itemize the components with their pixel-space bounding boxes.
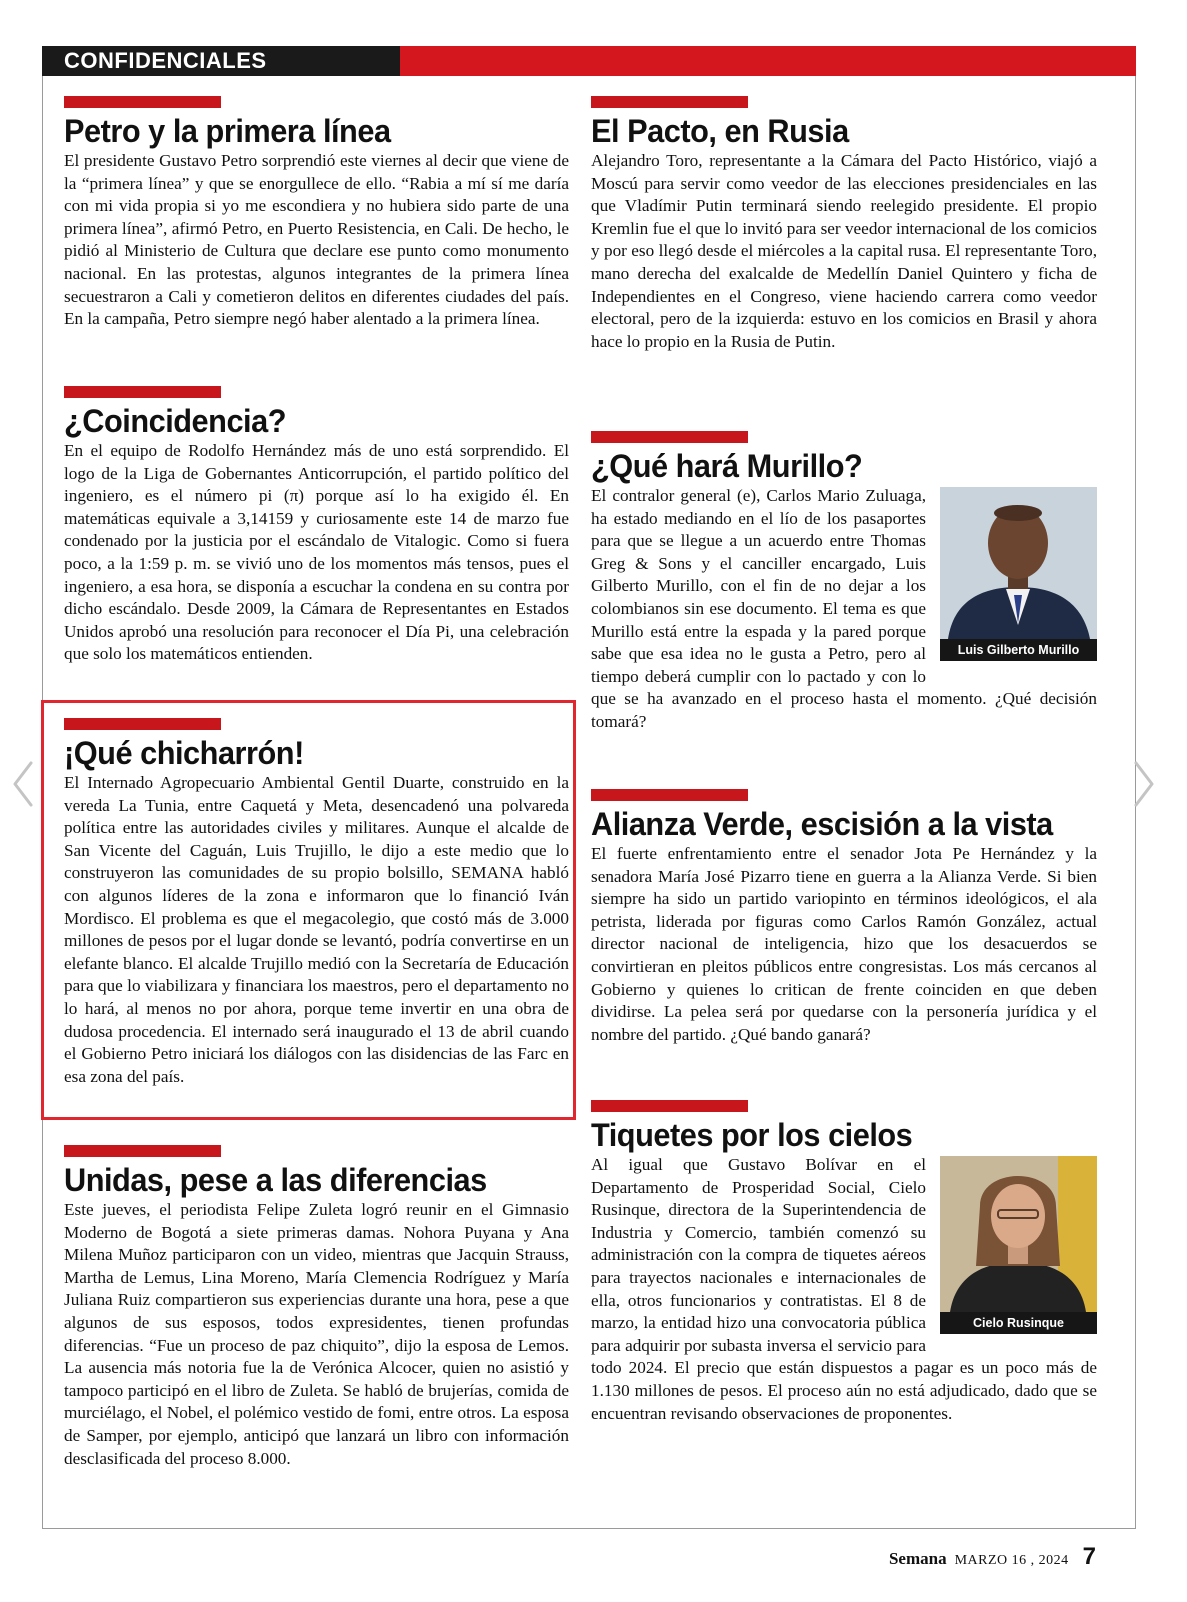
article-body-wrap bbox=[591, 485, 1097, 734]
article-unidas bbox=[64, 1145, 569, 1470]
section-header-black bbox=[42, 46, 400, 76]
next-page-arrow-icon[interactable] bbox=[1133, 760, 1155, 808]
article-body: El presidente Gustavo Petro sorprendió este viernes al decir que viene de la “primera línea” y que se enorgullece de ello. “Rabia a mí sí me daría con mi vida propia si yo me escondiera y no hubiera sido parte de una primera línea”, afirmó Petro, en Puerto Resistencia, en Cali. De hecho, le pidió al Ministerio de Cultura que declare ese punto como monumento nacional. En las protestas, algunos integrantes de la primera línea secuestraron a Cali y cometieron delitos en diferentes ciudades del país. En la campaña, Petro siempre negó haber alentado a la primera línea. bbox=[64, 151, 569, 329]
article-title: ¡Qué chicharrón! bbox=[64, 735, 304, 771]
article-title: El Pacto, en Rusia bbox=[591, 113, 849, 149]
article-rule bbox=[591, 96, 748, 108]
article-body: Al igual que Gustavo Bolívar en el Departamento de Prosperidad Social, Cielo Rusinque, directora de la Superintendencia de Industria y Comercio, también comenzó su administración con la compra de tiquetes aéreos para trayectos nacionales e internacionales de ella, otros funcionarios y contratistas. El 8 de marzo, la entidad hizo una convocatoria pública para adquirir por subasta inversa el servicio para todo 2024. El precio que están dispuestos a pagar es un poco más de 1.130 millones de pesos. El proceso aún no está adjudicado, dado que se encuentran revisando observaciones de proponentes. bbox=[591, 1155, 1097, 1423]
article-rule bbox=[591, 431, 748, 443]
article-body: El contralor general (e), Carlos Mario Zuluaga, ha estado mediando en el lío de los pasaportes para que se llegue a un acuerdo entre Thomas Greg & Sons y el canciller encargado, Luis Gilberto Murillo, con el fin de no dejar a los colombianos sin ese documento. El tema es que Murillo está entre la espada y la pared porque sabe que esa idea no le gusta a Petro, pero al tiempo deberá cumplir con lo pactado y con lo que se ha avanzado en el proceso hasta el momento. ¿Qué decisión tomará? bbox=[591, 486, 1097, 731]
article-rule bbox=[64, 1145, 221, 1157]
article-coincidencia bbox=[64, 386, 569, 666]
article-title: ¿Qué hará Murillo? bbox=[591, 448, 863, 484]
article-tiquetes bbox=[591, 1100, 1097, 1425]
article-title: Petro y la primera línea bbox=[64, 113, 391, 149]
page-number: 7 bbox=[1082, 1543, 1096, 1570]
page-footer bbox=[889, 1543, 1096, 1571]
section-label: CONFIDENCIALES bbox=[64, 48, 267, 73]
article-que-chicharron bbox=[64, 718, 569, 1088]
article-title: ¿Coincidencia? bbox=[64, 403, 286, 439]
article-body: Alejandro Toro, representante a la Cámara del Pacto Histórico, viajó a Moscú para servir como veedor de las elecciones presidenciales en las que Vladímir Putin terminará siendo reelegido presidente. El propio Kremlin fue el que lo invitó para ser veedor internacional de los comicios y por eso llegó desde el miércoles a la capital rusa. El representante Toro, mano derecha del exalcalde de Medellín Daniel Quintero y ficha de Independientes en el Congreso, viene haciendo carrera como veedor electoral, pero de la izquierda: estuvo en los comicios en Brasil y ahora hace lo propio en la Rusia de Putin. bbox=[591, 151, 1097, 351]
rusinque-photo bbox=[940, 1156, 1097, 1334]
article-rule bbox=[591, 789, 748, 801]
article-petro-primera-linea bbox=[64, 96, 569, 331]
article-body: Este jueves, el periodista Felipe Zuleta logró reunir en el Gimnasio Moderno de Bogotá a siete primeras damas. Nohora Puyana y Ana Milena Muñoz participaron con un video, mientras que Jacquin Strauss, Martha de Lemus, Lina Moreno, María Clemencia Rodríguez y María Juliana Ruiz compartieron sus experiencias durante una hora, pese a que algunos de sus esposos, todos expresidentes, tienen profundas diferencias. “Fue un proceso de paz chiquito”, dijo la esposa de Lemos. La ausencia más notoria fue la de Verónica Alcocer, quien no asistió y tampoco participó en el libro de Zuleta. Se habló de brujerías, comida de murciélago, el Nobel, el polémico vestido de fomi, entre otros. La esposa de Samper, por ejemplo, anticipó que lanzará un libro con información desclasificada del proceso 8.000. bbox=[64, 1200, 569, 1468]
article-alianza-verde bbox=[591, 789, 1097, 1046]
section-header-red bbox=[400, 46, 1136, 76]
article-rule bbox=[64, 386, 221, 398]
footer-brand: Semana bbox=[888, 1549, 947, 1568]
article-que-hara-murillo bbox=[591, 431, 1097, 734]
article-body: El fuerte enfrentamiento entre el senador Jota Pe Hernández y la senadora María José Pizarro tiene en guerra a la Alianza Verde. Si bien siempre ha sido un partido variopinto en términos ideológicos, el ala petrista, liderada por figuras como Carlos Ramón González, actual director nacional de inteligencia, hizo que los desacuerdos se convirtieran en pleitos públicos entre congresistas. Los más cercanos al Gobierno y quienes lo critican de frente coinciden en que deben dividirse. La pelea será por quedarse con la personería jurídica y el nombre del partido. ¿Qué bando ganará? bbox=[591, 844, 1097, 1044]
photo-caption: Luis Gilberto Murillo bbox=[940, 639, 1097, 661]
portrait-illustration bbox=[940, 487, 1097, 639]
article-body: El Internado Agropecuario Ambiental Gentil Duarte, construido en la vereda La Tunia, entre Caquetá y Meta, desencadenó una polvareda política entre las autoridades civiles y militares. Aunque el alcalde de San Vicente del Caguán, Luis Trujillo, le dijo a este medio que lo construyeron las comunidades de su propio bolsillo, SEMANA habló con algunos líderes de la zona e informaron que lo financió Iván Mordisco. El problema es que el megacolegio, que costó más de 3.000 millones de pesos por el lugar donde se levantó, podría convertirse en un elefante blanco. El alcalde Trujillo medió con la Secretaría de Educación para que lo viabilizara y financiara los maestros, pero el departamento no lo hará, al menos no por ahora, porque teme invertir en una obra de dudosa procedencia. El internado será inaugurado el 13 de abril cuando el Gobierno Petro iniciará los diálogos con las disidencias de las Farc en esa zona del país. bbox=[64, 773, 569, 1086]
article-title: Tiquetes por los cielos bbox=[591, 1117, 913, 1153]
article-rule bbox=[64, 718, 221, 730]
portrait-illustration bbox=[940, 1156, 1097, 1312]
previous-page-arrow-icon[interactable] bbox=[12, 760, 34, 808]
murillo-photo bbox=[940, 487, 1097, 661]
article-title: Unidas, pese a las diferencias bbox=[64, 1162, 487, 1198]
article-pacto-rusia bbox=[591, 96, 1097, 353]
article-rule bbox=[591, 1100, 748, 1112]
footer-date: MARZO 16 , 2024 bbox=[954, 1553, 1069, 1568]
article-body: En el equipo de Rodolfo Hernández más de uno está sorprendido. El logo de la Liga de Gobernantes Anticorrupción, el partido político del ingeniero, es el número pi (π) porque así lo ha exigido él. En matemáticas equivale a 3,14159 y curiosamente este 14 de marzo fue condenado por la justicia por el escándalo de Vitalogic. Como si fuera poco, a la 1:59 p. m. se vivió uno de los momentos más tensos, pues el ingeniero, a esa hora, se disponía a escuchar la condena en su contra por dicho escándalo. Desde 2009, la Cámara de Representantes en Estados Unidos aprobó una resolución para reconocer el Día Pi, una celebración que solo los matemáticos entienden. bbox=[64, 441, 569, 664]
section-header bbox=[42, 46, 1136, 76]
article-rule bbox=[64, 96, 221, 108]
article-body-wrap bbox=[591, 1154, 1097, 1425]
article-title: Alianza Verde, escisión a la vista bbox=[591, 806, 1053, 842]
photo-caption: Cielo Rusinque bbox=[940, 1312, 1097, 1334]
